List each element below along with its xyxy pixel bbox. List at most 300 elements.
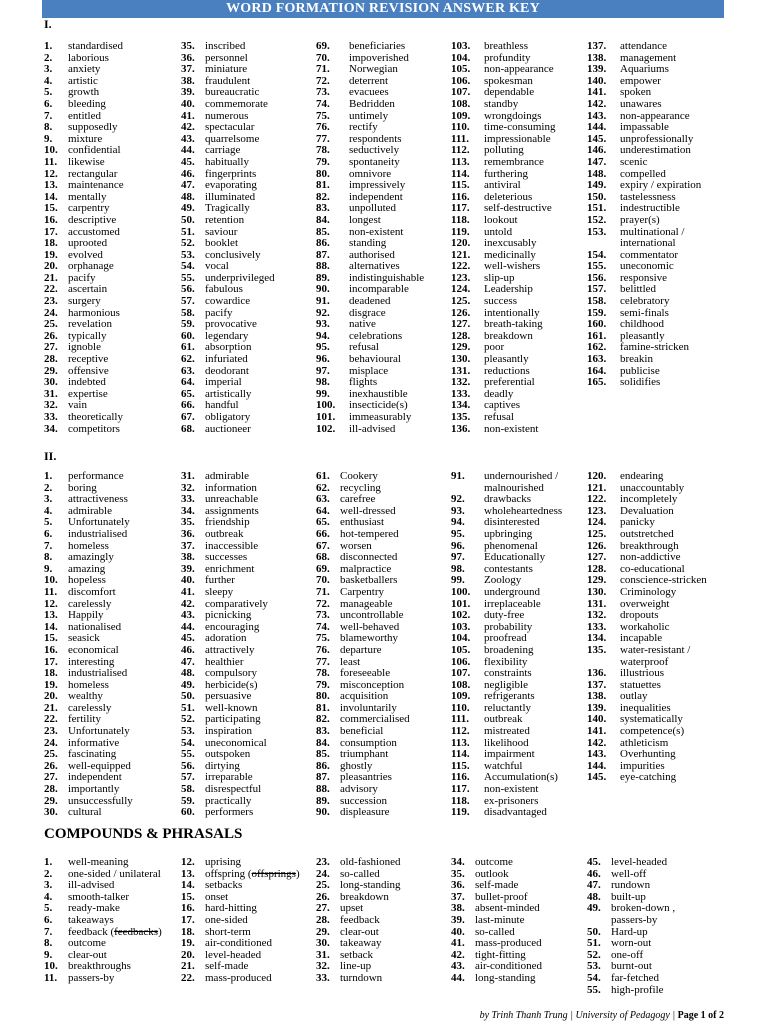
answer-word: numerous: [205, 109, 249, 122]
answer-number: 91.: [316, 295, 330, 308]
answer-number: 21.: [44, 701, 58, 714]
answer-word: short-term: [205, 925, 251, 938]
answer-word: athleticism: [620, 736, 669, 749]
answer-number: 88.: [316, 260, 330, 273]
answer-word: air-conditioned: [205, 937, 272, 950]
answer-word: spectacular: [205, 121, 255, 134]
answer-word: foreseeable: [340, 667, 391, 680]
answer-word: omnivore: [349, 167, 392, 180]
answer-word: enrichment: [205, 562, 255, 575]
answer-word: celebratory: [620, 295, 670, 308]
answer-number: 77.: [316, 132, 330, 145]
answer-number: 96.: [451, 539, 465, 552]
compounds-column-4: [451, 857, 542, 985]
section-2-column-2: [181, 471, 268, 819]
answer-word: manageable: [340, 597, 393, 610]
answer-number: 131.: [587, 597, 607, 610]
answer-number: 69.: [316, 562, 330, 575]
answer-entry: [44, 424, 124, 436]
answer-text: [484, 807, 547, 819]
answer-word: impressively: [349, 179, 406, 192]
answer-number: 102.: [316, 422, 336, 435]
answer-entry: [181, 973, 300, 985]
answer-word: inaccessible: [205, 539, 259, 552]
answer-word: long-standing: [475, 971, 536, 984]
answer-word: childhood: [620, 318, 664, 331]
answer-entry: [316, 645, 410, 657]
answer-number: 81.: [316, 701, 330, 714]
answer-number: 125.: [587, 527, 607, 540]
answer-word: so-called: [340, 867, 380, 880]
answer-word: underground: [484, 585, 541, 598]
answer-number: 86.: [316, 759, 330, 772]
answer-number: 72.: [316, 74, 330, 87]
answer-number: 160.: [587, 318, 607, 331]
answer-number: 135.: [587, 643, 607, 656]
answer-word: Cookery: [340, 470, 378, 482]
answer-word: impurities: [620, 759, 665, 772]
answer-number: 143.: [587, 109, 607, 122]
answer-entry: [316, 973, 401, 985]
answer-word: illuminated: [205, 190, 256, 203]
answer-number: 97.: [451, 551, 465, 564]
answer-word: Hard-up: [611, 925, 648, 938]
answer-number: 57.: [181, 295, 195, 308]
answer-word: disadvantaged: [484, 806, 547, 819]
answer-text: [205, 807, 253, 819]
answer-number: 54.: [181, 736, 195, 749]
answer-number: 52.: [181, 237, 195, 250]
answer-number: 103.: [451, 40, 471, 52]
answer-word: compelled: [620, 167, 666, 180]
answer-text: [205, 424, 251, 436]
section-1-column-5: [587, 41, 701, 389]
answer-word: immeasurably: [349, 411, 412, 423]
answer-number: 142.: [587, 97, 607, 110]
answer-number: 139.: [587, 701, 607, 714]
answer-number: 17.: [181, 913, 195, 926]
answer-word: carriage: [205, 144, 241, 157]
answer-word: beneficial: [340, 725, 384, 738]
answer-word: Criminology: [620, 585, 677, 598]
answer-word: flights: [349, 376, 378, 389]
answer-number: 87.: [316, 248, 330, 261]
answer-word: booklet: [205, 237, 238, 250]
answer-number: 67.: [181, 411, 195, 423]
answer-number: 165.: [587, 376, 607, 389]
answer-number: 101.: [451, 597, 471, 610]
answer-entry: [181, 807, 268, 819]
answer-number: 109.: [451, 690, 471, 703]
answer-number: 17.: [44, 225, 58, 238]
answer-word: takeaways: [68, 913, 114, 926]
answer-number: 46.: [587, 867, 601, 880]
answer-number: 104.: [451, 632, 471, 645]
answer-number: 41.: [181, 109, 195, 122]
answer-word: scenic: [620, 155, 648, 168]
answer-word: deadened: [349, 295, 391, 308]
answer-word: celebrations: [349, 329, 403, 342]
answer-word: departure: [340, 643, 382, 656]
answer-word: furthering: [484, 167, 528, 180]
answer-number: 75.: [316, 109, 330, 122]
answer-word: commentator: [620, 248, 679, 261]
answer-word: artistic: [68, 74, 98, 87]
answer-word: breathless: [484, 40, 528, 52]
answer-punctuation: ): [295, 867, 300, 880]
answer-number: 11.: [44, 155, 58, 168]
answer-word: entitled: [68, 109, 101, 122]
answer-number: 25.: [316, 879, 330, 892]
answer-word: onset: [205, 890, 229, 903]
answer-number: 21.: [44, 271, 58, 284]
answer-number: 130.: [451, 353, 471, 366]
answer-word: expiry / expiration: [620, 179, 702, 192]
answer-number: 115.: [451, 759, 470, 772]
answer-number: 71.: [316, 63, 330, 76]
answer-entry: [587, 985, 675, 997]
answer-number: 8.: [44, 121, 53, 134]
answer-word: unawares: [620, 97, 662, 110]
answer-number: 137.: [587, 40, 607, 52]
answer-number: 53.: [181, 248, 195, 261]
answer-word: built-up: [611, 890, 646, 903]
answer-number: 133.: [451, 387, 471, 400]
answer-number: 26.: [44, 329, 58, 342]
answer-number: 34.: [181, 504, 195, 517]
struck-alternative: offsprings: [251, 867, 296, 880]
answer-number: 50.: [181, 213, 195, 226]
answer-number: 25.: [44, 318, 58, 331]
answer-word: independent: [349, 190, 403, 203]
answer-number: 47.: [181, 655, 195, 668]
answer-word: uprising: [205, 856, 242, 868]
answer-word: well-meaning: [68, 856, 129, 868]
answer-word: wholeheartedness: [484, 504, 563, 517]
answer-number: 148.: [587, 167, 607, 180]
answer-entry: [587, 772, 707, 784]
answer-word: competitors: [68, 422, 120, 435]
answer-number: 153.: [587, 225, 607, 238]
answer-number: 39.: [451, 913, 465, 926]
answer-number: 44.: [181, 144, 195, 157]
answer-number: 116.: [451, 771, 470, 784]
answer-number: 63.: [316, 493, 330, 506]
answer-number: 101.: [316, 411, 336, 423]
answer-number: 52.: [587, 948, 601, 961]
answer-number: 100.: [451, 585, 471, 598]
answer-number: 61.: [316, 470, 330, 482]
answer-number: 63.: [181, 364, 195, 377]
footer-separator: |: [567, 1010, 576, 1021]
answer-number: 54.: [587, 971, 601, 984]
answer-number: 78.: [316, 144, 330, 157]
answer-word: spontaneity: [349, 155, 400, 168]
answer-word: fertility: [68, 713, 101, 726]
answer-word: pleasantly: [484, 353, 529, 366]
answer-word: fraudulent: [205, 74, 251, 87]
answer-number: 3.: [44, 879, 53, 892]
answer-number: 116.: [451, 190, 470, 203]
compounds-section-title: COMPOUNDS & PHRASALS: [44, 826, 243, 842]
answer-number: 6.: [44, 527, 53, 540]
answer-number: 122.: [451, 260, 471, 273]
answer-number: 61.: [181, 341, 195, 354]
answer-word: hopeless: [68, 574, 106, 587]
answer-number: 119.: [451, 225, 470, 238]
answer-word: confidential: [68, 144, 121, 157]
answer-number: 130.: [587, 585, 607, 598]
answer-number: 107.: [451, 86, 471, 99]
answer-number: 50.: [181, 690, 195, 703]
answer-number: 115.: [451, 179, 470, 192]
answer-word: revelation: [68, 318, 112, 331]
answer-word: outlay: [620, 690, 648, 703]
answer-word: herbicide(s): [205, 678, 258, 691]
answer-word: well-known: [205, 701, 258, 714]
answer-word: recycling: [340, 481, 381, 494]
answer-word: probability: [484, 620, 533, 633]
answer-number: 10.: [44, 144, 58, 157]
document-title: WORD FORMATION REVISION ANSWER KEY: [42, 0, 724, 18]
answer-word: growth: [68, 86, 100, 99]
answer-word: clear-out: [68, 948, 107, 961]
answer-number: 14.: [44, 190, 58, 203]
answer-text: [611, 985, 664, 997]
answer-number: 10.: [44, 960, 58, 973]
answer-word: disconnected: [340, 551, 398, 564]
answer-word: commercialised: [340, 713, 410, 726]
answer-number: 120.: [587, 470, 607, 482]
answer-number: 146.: [587, 144, 607, 157]
answer-word: triumphant: [340, 748, 389, 761]
answer-number: 1.: [44, 856, 53, 868]
answer-word: cowardice: [205, 295, 251, 308]
answer-word: outbreak: [484, 713, 523, 726]
answer-word: advisory: [340, 783, 378, 796]
answer-number: 35.: [181, 40, 195, 52]
answer-number: 20.: [44, 690, 58, 703]
answer-number: 162.: [587, 341, 607, 354]
answer-number: 46.: [181, 167, 195, 180]
answer-word: vocal: [205, 260, 229, 273]
answer-word: saviour: [205, 225, 238, 238]
answer-word: broadening: [484, 643, 534, 656]
answer-word: Educationally: [484, 551, 546, 564]
answer-word: standby: [484, 97, 519, 110]
answer-number: 136.: [587, 667, 607, 680]
answer-punctuation: ): [158, 925, 162, 938]
answer-number: 56.: [181, 759, 195, 772]
answer-word: Leadership: [484, 283, 533, 296]
answer-number: 6.: [44, 97, 53, 110]
answer-word: artistically: [205, 387, 252, 400]
answer-word: non-appearance: [484, 63, 554, 76]
answer-number: 95.: [316, 341, 330, 354]
answer-word: inscribed: [205, 40, 246, 52]
answer-text: [620, 377, 660, 389]
answer-word: performers: [205, 806, 254, 819]
answer-word: poor: [484, 341, 505, 354]
answer-word: accustomed: [68, 225, 120, 238]
answer-number: 41.: [181, 585, 195, 598]
answer-word: upset: [340, 902, 364, 915]
answer-number: 128.: [451, 329, 471, 342]
answer-number: 74.: [316, 620, 330, 633]
answer-number: 147.: [587, 155, 607, 168]
answer-word: outcome: [68, 937, 106, 950]
answer-number: 27.: [44, 341, 58, 354]
answer-word: eye-catching: [620, 771, 677, 784]
answer-number: 134.: [451, 399, 471, 412]
answer-number: 66.: [316, 527, 330, 540]
answer-word: responsive: [620, 271, 668, 284]
answer-number: 26.: [316, 890, 330, 903]
answer-number: 51.: [181, 701, 195, 714]
answer-word: misplace: [349, 364, 389, 377]
answer-word: worsen: [340, 539, 372, 552]
answer-word: beneficiaries: [349, 40, 406, 52]
answer-word: overweight: [620, 597, 670, 610]
answer-number: 145.: [587, 132, 607, 145]
answer-word: solidifies: [620, 376, 661, 389]
answer-word: outstretched: [620, 527, 674, 540]
answer-word: wrongdoings: [484, 109, 542, 122]
answer-word: informative: [68, 736, 120, 749]
answer-word: self-made: [205, 960, 249, 973]
answer-number: 10.: [44, 574, 58, 587]
answer-word: consumption: [340, 736, 397, 749]
answer-number: 16.: [181, 902, 195, 915]
answer-word: incomparable: [349, 283, 409, 296]
answer-word: carefree: [340, 493, 376, 506]
answer-number: 62.: [316, 481, 330, 494]
answer-word: fascinating: [68, 748, 117, 761]
answer-number: 2.: [44, 481, 53, 494]
answer-number: 4.: [44, 504, 53, 517]
answer-number: 1.: [44, 40, 53, 52]
answer-number: 38.: [181, 74, 195, 87]
answer-word: friendship: [205, 516, 250, 529]
answer-word: one-off: [611, 948, 644, 961]
answer-number: 8.: [44, 551, 53, 564]
answer-number: 73.: [316, 609, 330, 622]
answer-number: 22.: [181, 971, 195, 984]
answer-number: 142.: [587, 736, 607, 749]
answer-word: habitually: [205, 155, 249, 168]
answer-word: Tragically: [205, 202, 250, 215]
answer-number: 90.: [316, 806, 330, 819]
answer-number: 119.: [451, 806, 470, 819]
answer-text: [68, 973, 114, 985]
answer-word: unreachable: [205, 493, 259, 506]
answer-word: Bedridden: [349, 97, 395, 110]
answer-number: 86.: [316, 237, 330, 250]
answer-word: uprooted: [68, 237, 108, 250]
answer-number: 85.: [316, 748, 330, 761]
answer-word: pacify: [68, 271, 96, 284]
answer-number: 121.: [451, 248, 471, 261]
answer-number: 12.: [44, 167, 58, 180]
answer-number: 164.: [587, 364, 607, 377]
answer-number: 17.: [44, 655, 58, 668]
answer-word: personnel: [205, 51, 248, 64]
answer-number: 140.: [587, 713, 607, 726]
answer-word: legendary: [205, 329, 249, 342]
answer-number: 136.: [451, 422, 471, 435]
answer-number: 20.: [44, 260, 58, 273]
answer-number: 104.: [451, 51, 471, 64]
answer-number: 32.: [316, 960, 330, 973]
answer-number: 40.: [181, 574, 195, 587]
answer-word: outlook: [475, 867, 509, 880]
answer-word: evolved: [68, 248, 103, 261]
answer-word: tight-fitting: [475, 948, 526, 961]
answer-word: evaporating: [205, 179, 257, 192]
answer-number: 83.: [316, 202, 330, 215]
answer-word: non-existent: [484, 783, 539, 796]
answer-word: sleepy: [205, 585, 234, 598]
answer-word: reluctantly: [484, 701, 532, 714]
answer-word: refusal: [349, 341, 379, 354]
answer-word: irreparable: [205, 771, 253, 784]
answer-number: 99.: [316, 387, 330, 400]
section-1-column-2: [181, 41, 275, 435]
answer-number: 41.: [451, 937, 465, 950]
answer-word: impassable: [620, 121, 669, 134]
answer-word: industrialised: [68, 667, 128, 680]
answer-word: belittled: [620, 283, 657, 296]
answer-number: 31.: [44, 387, 58, 400]
answer-number: 69.: [316, 40, 330, 52]
answer-word: mentally: [68, 190, 107, 203]
answer-number: 34.: [451, 856, 465, 868]
answer-word: long-standing: [340, 879, 401, 892]
answer-number: 7.: [44, 925, 53, 938]
section-2-column-3: [316, 471, 410, 819]
answer-word: likewise: [68, 155, 105, 168]
answer-number: 27.: [44, 771, 58, 784]
answer-word: Happily: [68, 609, 104, 622]
answer-word: supposedly: [68, 121, 118, 134]
answer-number: 18.: [44, 667, 58, 680]
answer-number: 57.: [181, 771, 195, 784]
answer-number: 45.: [587, 856, 601, 868]
answer-word: attractively: [205, 643, 255, 656]
answer-word: blameworthy: [340, 632, 399, 645]
answer-word: broken-down ,: [611, 902, 676, 915]
answer-word: Devaluation: [620, 504, 674, 517]
answer-word: panicky: [620, 516, 655, 529]
answer-word: one-sided / unilateral: [68, 867, 161, 880]
answer-word: deadly: [484, 387, 514, 400]
answer-word: expertise: [68, 387, 108, 400]
answer-number: 141.: [587, 86, 607, 99]
answer-number: 70.: [316, 574, 330, 587]
answer-number: 64.: [181, 376, 195, 389]
answer-word: undernourished /: [484, 470, 559, 482]
answer-word: amazing: [68, 562, 106, 575]
answer-word: refrigerants: [484, 690, 535, 703]
answer-number: 72.: [316, 597, 330, 610]
answer-word: industrialised: [68, 527, 128, 540]
answer-word: unprofessionally: [620, 132, 694, 145]
answer-number: 93.: [316, 318, 330, 331]
answer-word: alternatives: [349, 260, 400, 273]
answer-word: receptive: [68, 353, 109, 366]
answer-word: dirtying: [205, 759, 240, 772]
answer-word: famine-stricken: [620, 341, 690, 354]
